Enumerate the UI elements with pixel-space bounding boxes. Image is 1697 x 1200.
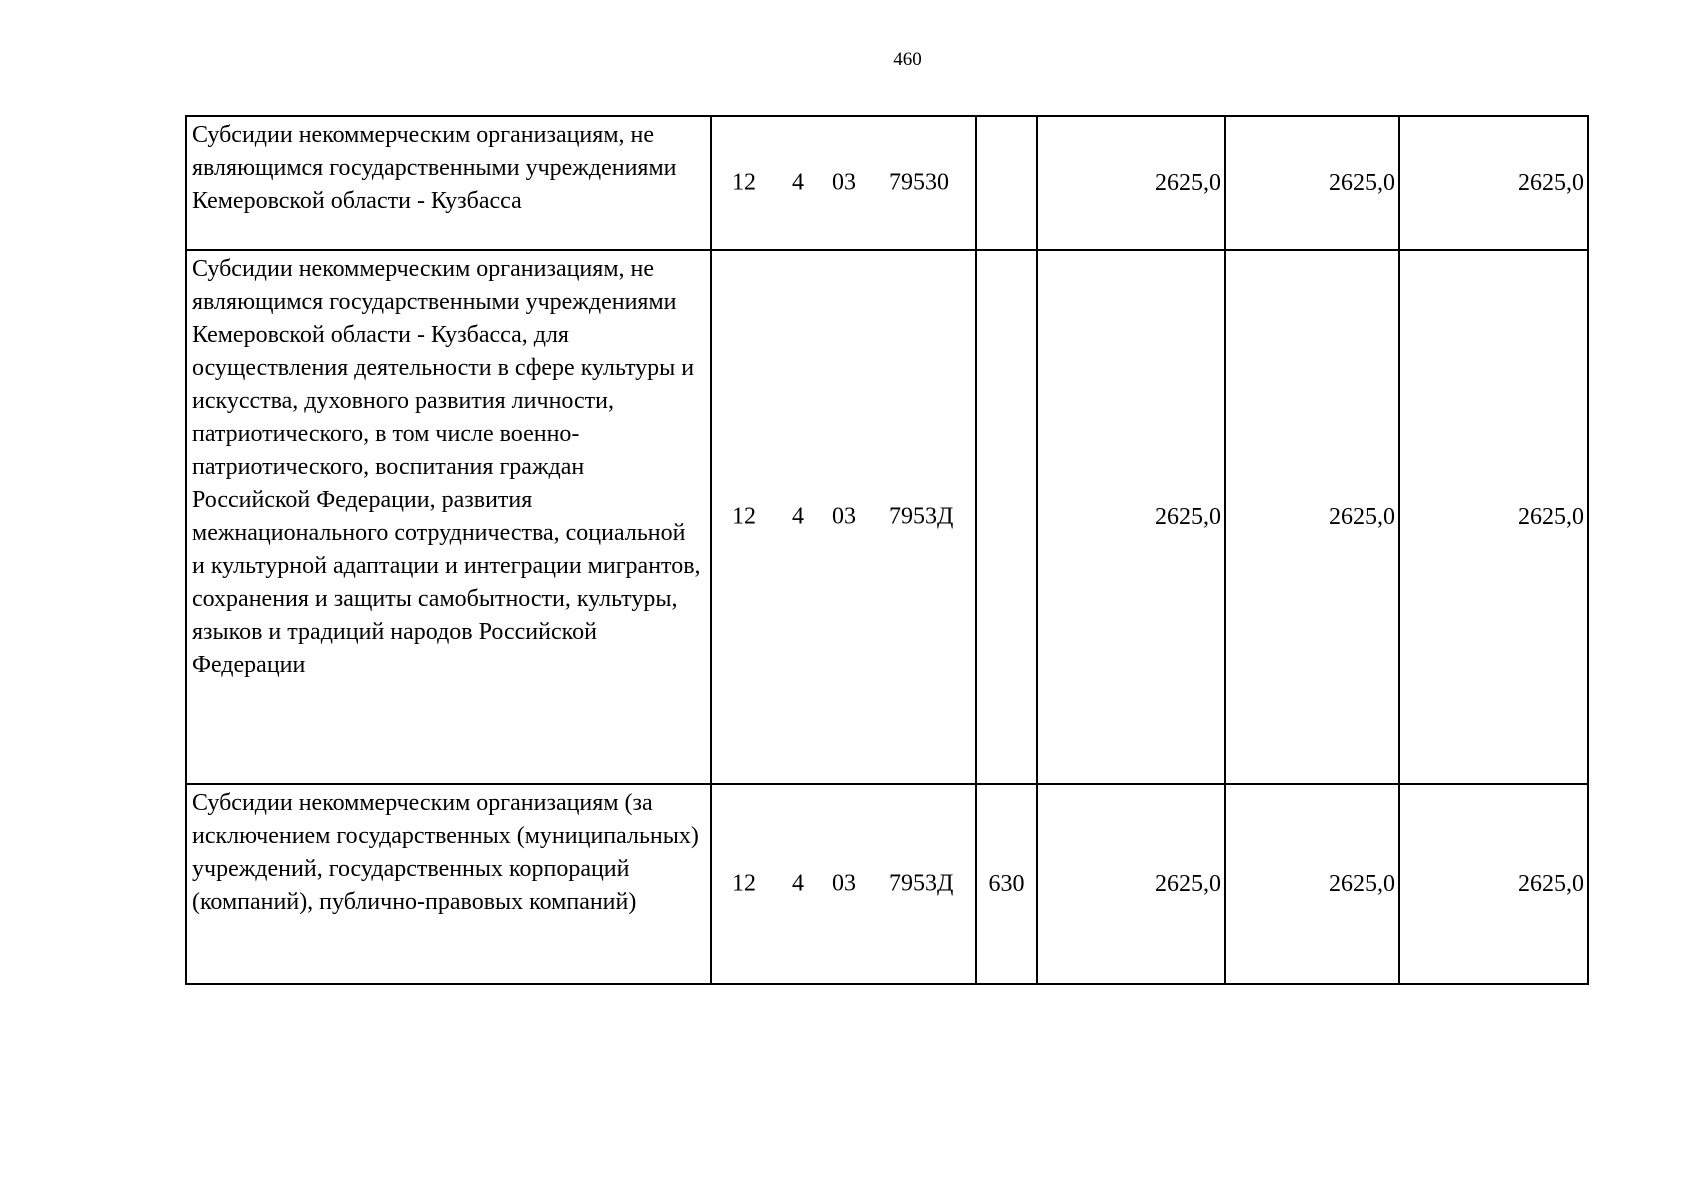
amount-year-3: 2625,0	[1399, 250, 1588, 784]
amount-year-2: 2625,0	[1225, 784, 1399, 984]
table-row	[186, 116, 1588, 250]
expense-type-code	[976, 116, 1037, 250]
budget-table	[185, 115, 1589, 985]
expense-type-code	[976, 250, 1037, 784]
subprogram-code: 03	[832, 870, 856, 897]
amount-year-1: 2625,0	[1037, 250, 1225, 784]
program-code: 4	[792, 870, 804, 897]
amount-year-2: 2625,0	[1225, 250, 1399, 784]
amount-year-2: 2625,0	[1225, 116, 1399, 250]
classification-codes	[711, 784, 976, 984]
direction-code: 7953Д	[889, 503, 954, 530]
row-description: Субсидии некоммерческим организациям (за исключением государственных (муниципальных) учреждений, государственных корпораций (компаний), публично-правовых компаний)	[186, 784, 711, 984]
row-description: Субсидии некоммерческим организациям, не являющимся государственными учреждениями Кемеровской области - Кузбасса	[186, 116, 711, 250]
program-code: 4	[792, 503, 804, 530]
expense-type-code: 630	[976, 784, 1037, 984]
amount-year-1: 2625,0	[1037, 116, 1225, 250]
row-description: Субсидии некоммерческим организациям, не являющимся государственными учреждениями Кемеровской области - Кузбасса, для осуществления деятельности в сфере культуры и искусства, духовного развития личности, патриотического, в том числе военно-патриотического, воспитания граждан Российской Федерации, развития межнационального сотрудничества, социальной и культурной адаптации и интеграции мигрантов, сохранения и защиты самобытности, культуры, языков и традиций народов Российской Федерации	[186, 250, 711, 784]
classification-codes	[711, 116, 976, 250]
subprogram-code: 03	[832, 503, 856, 530]
page-number: 460	[893, 49, 922, 70]
table-row	[186, 250, 1588, 784]
subprogram-code: 03	[832, 169, 856, 196]
section-code: 12	[732, 870, 756, 897]
amount-year-3: 2625,0	[1399, 116, 1588, 250]
amount-year-1: 2625,0	[1037, 784, 1225, 984]
direction-code: 7953Д	[889, 870, 954, 897]
classification-codes	[711, 250, 976, 784]
section-code: 12	[732, 503, 756, 530]
section-code: 12	[732, 169, 756, 196]
program-code: 4	[792, 169, 804, 196]
direction-code: 79530	[889, 169, 949, 196]
amount-year-3: 2625,0	[1399, 784, 1588, 984]
table-row	[186, 784, 1588, 984]
